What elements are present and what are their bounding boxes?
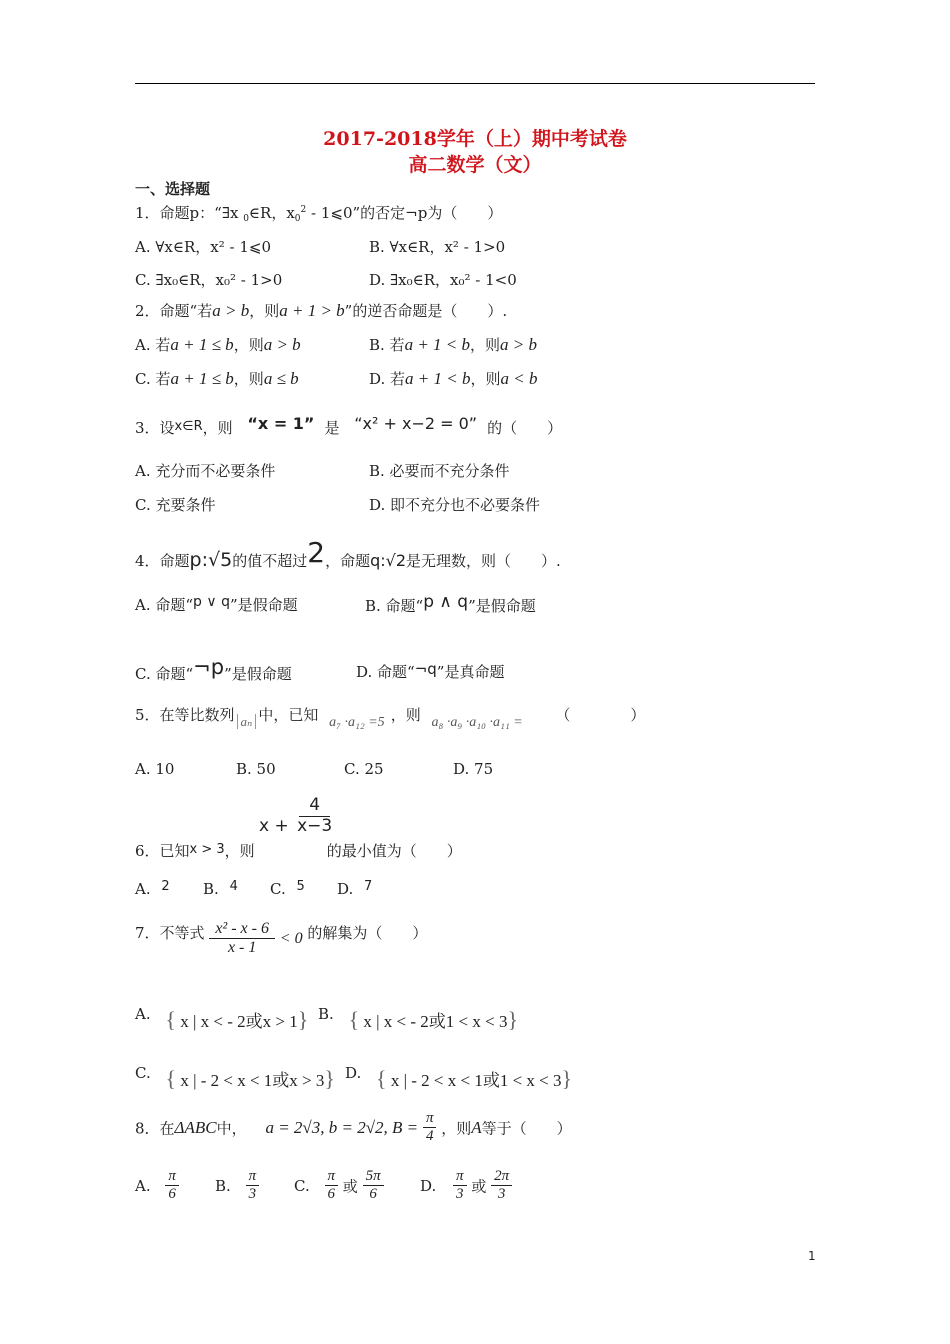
q4-option-d: D. 命题“¬q”是真命题 (356, 660, 505, 681)
q5-option-b: B. 50 (236, 760, 276, 778)
q5-option-d: D. 75 (453, 760, 494, 778)
q2-option-b: B. 若a + 1 < b，则a > b (369, 335, 538, 354)
question-6: 6．已知x > 3，则 的最小值为（ ） (135, 842, 462, 860)
q8-option-c: C. $\frac{\pi}{6}$ 或 $\frac{5\pi}{6}$ (294, 1168, 384, 1204)
q7-option-d: D. { x | - 2 < x < 1或1 < x < 3} (345, 1064, 573, 1091)
page-number: 1 (808, 1249, 816, 1263)
q7-option-b: B. { x | x < - 2或1 < x < 3} (318, 1005, 519, 1032)
question-2: 2．命题“若a > b，则a + 1 > b”的逆否命题是（ ）. (135, 301, 508, 320)
question-8: 8．在ΔABC中， a = 2√3, b = 2√2, B = $\frac{\pi}{4}$ ，则A等于（ ） (135, 1110, 572, 1145)
q4-option-b: B. 命题“p ∧ q”是假命题 (365, 592, 536, 615)
q4-option-a: A. 命题“p ∨ q”是假命题 (135, 594, 298, 614)
question-5: 5．在等比数列 aₙ 中，已知 a₇ ·a₁₂ =5 ，则 a₈ ·a₉ ·a₁₀ ·a₁₁ = （ ） (135, 706, 646, 730)
q6-option-d: D. 7 (337, 879, 373, 898)
q6-expression: x + $\frac{4}{x-3}$ (259, 795, 333, 837)
q3-option-a: A. 充分而不必要条件 (135, 462, 276, 480)
question-7: 7．不等式 $\frac{\text{x² - x - 6}}{x - 1}$ < 0 的解集为（ ） (135, 920, 428, 957)
q6-option-b: B. 4 (203, 879, 238, 898)
q8-option-d: D. $\frac{\pi}{3}$ 或 $\frac{2\pi}{3}$ (420, 1168, 512, 1204)
q1-option-b: B. ∀x∈R，x² - 1>0 (369, 238, 506, 256)
q8-option-a: A. $\frac{\pi}{6}$ (135, 1168, 179, 1204)
exam-subtitle: 高二数学（文） (408, 154, 542, 176)
question-3: 3．设x∈R，则 “x = 1” 是 “x² + x−2 = 0” 的（ ） (135, 414, 563, 437)
question-4: 4．命题p:√5的值不超过2，命题q:√2是无理数，则（ ）. (135, 536, 561, 571)
q5-option-c: C. 25 (344, 760, 384, 778)
exam-title: 2017-2018学年（上）期中考试卷 (323, 128, 627, 150)
header-rule (135, 83, 815, 84)
q7-option-a: A. { x | x < - 2或x > 1} (135, 1005, 309, 1032)
section-heading: 一、选择题 (135, 180, 211, 198)
q3-option-c: C. 充要条件 (135, 496, 216, 514)
question-1: 1．命题p：“∃x $_0$∈R，$x_0^2$ - 1⩽0”的否定¬p为（ ） (135, 204, 503, 224)
q2-option-d: D. 若a + 1 < b，则a < b (369, 369, 538, 388)
q1-option-a: A. ∀x∈R，x² - 1⩽0 (135, 238, 272, 256)
q6-option-c: C. 5 (270, 879, 305, 898)
q1-option-c: C. ∃x₀∈R，x₀² - 1>0 (135, 271, 283, 289)
q2-option-a: A. 若a + 1 ≤ b，则a > b (135, 335, 301, 354)
q5-option-a: A. 10 (135, 760, 175, 778)
q3-option-d: D. 即不充分也不必要条件 (369, 496, 541, 514)
q7-option-c: C. { x | - 2 < x < 1或x > 3} (135, 1064, 335, 1091)
q8-option-b: B. $\frac{\pi}{3}$ (215, 1168, 259, 1204)
q6-option-a: A. 2 (135, 879, 170, 898)
q2-option-c: C. 若a + 1 ≤ b，则a ≤ b (135, 369, 299, 388)
q3-option-b: B. 必要而不充分条件 (369, 462, 510, 480)
q4-option-c: C. 命题“¬p”是假命题 (135, 655, 292, 683)
q1-option-d: D. ∃x₀∈R，x₀² - 1<0 (369, 271, 517, 289)
